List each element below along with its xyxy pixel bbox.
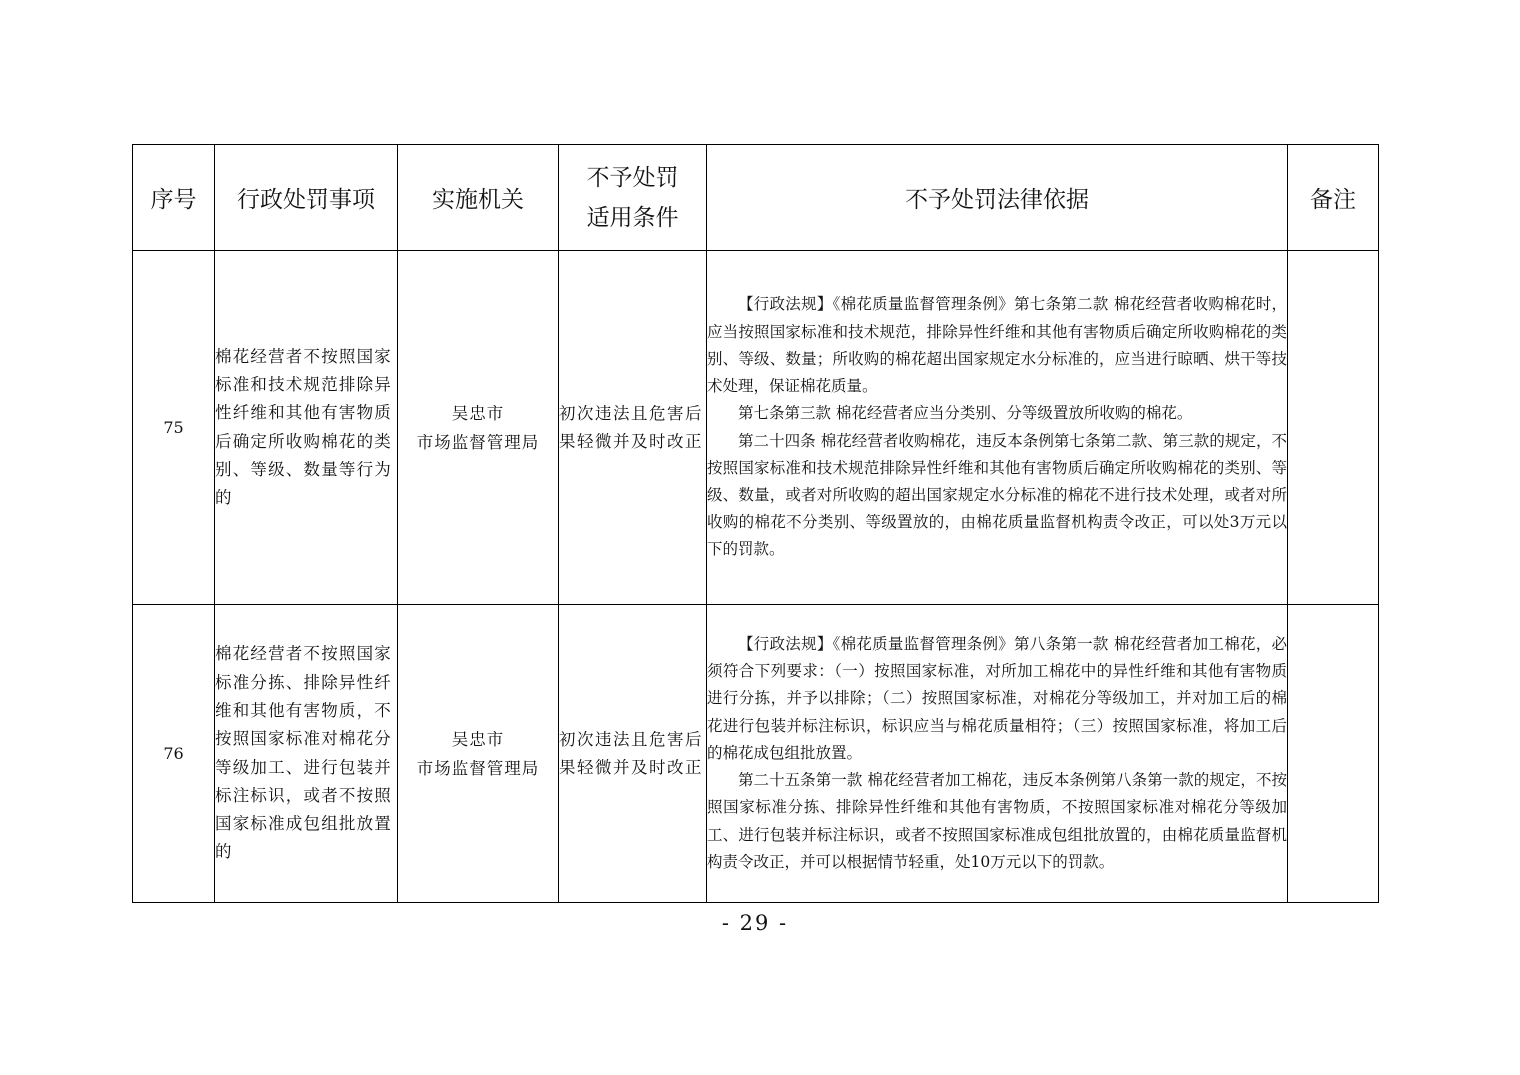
header-remark: 备注 xyxy=(1288,145,1379,251)
header-agency: 实施机关 xyxy=(398,145,559,251)
exemption-condition: 初次违法且危害后果轻微并及时改正 xyxy=(559,251,707,605)
remark-cell xyxy=(1288,251,1379,605)
legal-basis-paragraph: 【行政法规】《棉花质量监督管理条例》第八条第一款 棉花经营者加工棉花，必须符合下列要求：（一）按照国家标准，对所加工棉花中的异性纤维和其他有害物质进行分拣，并予以排除；（二）按照国家标准，对棉花分等级加工，并对加工后的棉花进行包装并标注标识，标识应当与棉花质量相符；（三）按照国家标准，将加工后的棉花成包组批放置。 xyxy=(707,635,1287,762)
penalty-item: 棉花经营者不按照国家标准分拣、排除异性纤维和其他有害物质，不按照国家标准对棉花分等级加工、进行包装并标注标识，或者不按照国家标准成包组批放置的 xyxy=(215,605,398,903)
header-basis: 不予处罚法律依据 xyxy=(707,145,1288,251)
table-header-row xyxy=(133,145,1379,251)
penalty-item: 棉花经营者不按照国家标准和技术规范排除异性纤维和其他有害物质后确定所收购棉花的类别、等级、数量等行为的 xyxy=(215,251,398,605)
enforcement-agency xyxy=(398,251,559,605)
legal-basis-paragraph: 第七条第三款 棉花经营者应当分类别、分等级置放所收购的棉花。 xyxy=(738,404,1193,423)
legal-basis-paragraph: 第二十四条 棉花经营者收购棉花，违反本条例第七条第二款、第三款的规定，不按照国家标准和技术规范排除异性纤维和其他有害物质后确定所收购棉花的类别、等级、数量，或者对所收购的超出国家规定水分标准的棉花不进行技术处理，或者对所收购的棉花不分类别、等级置放的，由棉花质量监督机构责令改正，可以处3万元以下的罚款。 xyxy=(707,431,1287,559)
row-number: 75 xyxy=(133,251,215,605)
header-item: 行政处罚事项 xyxy=(215,145,398,251)
agency-line2: 市场监督管理局 xyxy=(416,432,540,452)
penalty-exemption-table xyxy=(132,144,1379,903)
header-condition-line1: 不予处罚 xyxy=(586,164,679,191)
enforcement-agency xyxy=(398,605,559,903)
agency-line2: 市场监督管理局 xyxy=(416,758,540,778)
table-row xyxy=(133,605,1379,903)
agency-line1: 吴忠市 xyxy=(451,403,505,423)
page-number: - 29 - xyxy=(721,911,789,935)
agency-line1: 吴忠市 xyxy=(451,729,505,749)
exemption-condition: 初次违法且危害后果轻微并及时改正 xyxy=(559,605,707,903)
legal-basis-paragraph: 【行政法规】《棉花质量监督管理条例》第七条第二款 棉花经营者收购棉花时，应当按照国家标准和技术规范，排除异性纤维和其他有害物质后确定所收购棉花的类别、等级、数量；所收购的棉花超出国家规定水分标准的，应当进行晾晒、烘干等技术处理，保证棉花质量。 xyxy=(707,295,1287,396)
remark-cell xyxy=(1288,605,1379,903)
legal-basis xyxy=(707,251,1288,605)
legal-basis-paragraph: 第二十五条第一款 棉花经营者加工棉花，违反本条例第八条第一款的规定，不按照国家标准分拣、排除异性纤维和其他有害物质，不按照国家标准对棉花分等级加工、进行包装并标注标识，或者不按照国家标准成包组批放置的，由棉花质量监督机构责令改正，并可以根据情节轻重，处10万元以下的罚款。 xyxy=(707,771,1287,871)
header-condition xyxy=(559,145,707,251)
header-no: 序号 xyxy=(133,145,215,251)
row-number: 76 xyxy=(133,605,215,903)
legal-basis xyxy=(707,605,1288,903)
header-condition-line2: 适用条件 xyxy=(586,204,679,231)
table-row xyxy=(133,251,1379,605)
